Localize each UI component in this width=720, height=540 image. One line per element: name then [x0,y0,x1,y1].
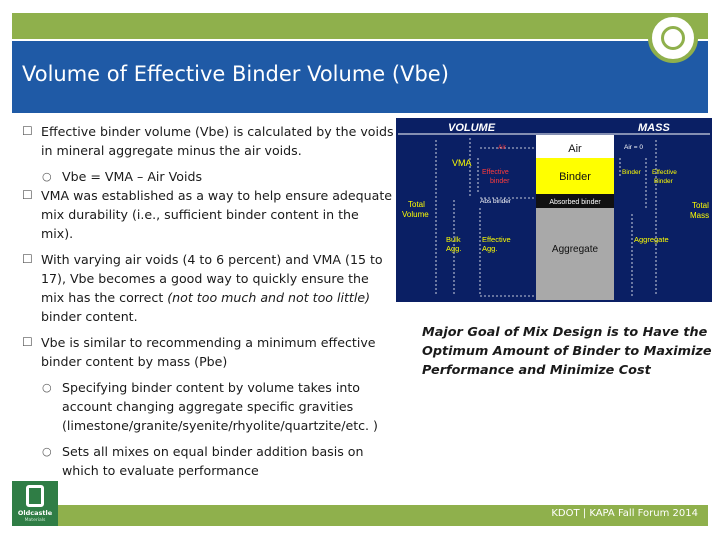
bullet-3-text-b: binder content. [41,309,138,324]
volume-mass-diagram [396,118,712,302]
bullet-ring-icon: ○ [42,381,52,394]
effective-binder-label-1: Effective [482,169,509,176]
sub-bullet-1-1-text: Vbe = VMA – Air Voids [62,169,203,184]
bullet-ring-icon: ○ [42,170,52,183]
air-small-label: Air [498,144,506,151]
bullet-box-icon: ☐ [22,252,33,266]
bullet-box-icon: ☐ [22,188,33,202]
bulk-agg-label-2: Agg. [446,244,462,253]
aggregate-block-label: Aggregate [551,244,599,255]
logo-sub: Materials [24,518,46,523]
bullet-list [22,122,394,480]
bullet-3-text-emphasis: (not too much and not too little) [167,290,371,305]
bullet-1-text: Effective binder volume (Vbe) is calculated by the voids in mineral aggregate minus the air voids. [41,124,394,158]
total-volume-label-1: Total [408,200,425,209]
bullet-1 [22,122,394,160]
sub-bullet-4-2-text: Sets all mixes on equal binder addition basis on which to evaluate performance [62,444,364,478]
total-mass-label-2: Mass [690,211,710,220]
bullet-ring-icon: ○ [42,445,52,458]
sub-bullet-4-1-text: Specifying binder content by volume takes into account changing aggregate specific gravities (limestone/granite/syenite/rhyolite/quartzite/etc. ) [62,380,378,433]
bullet-2 [22,186,394,243]
aggregate-right-label: Aggregate [634,235,669,244]
slide-title: Volume of Effective Binder Volume (Vbe) [22,62,449,86]
bullet-box-icon: ☐ [22,335,33,349]
sub-bullet-4-2 [22,442,394,480]
mix-design-goal: Major Goal of Mix Design is to Have the Optimum Amount of Binder to Maximize Performance and Minimize Cost [422,325,712,378]
sub-bullet-4-1 [22,378,394,435]
mass-header: MASS [638,122,670,134]
logo-name: Oldcastle [17,509,53,517]
air-zero-label: Air = 0 [624,144,643,151]
oldcastle-logo [12,481,58,526]
bullet-4 [22,333,394,371]
total-mass-label-1: Total [692,201,709,210]
oldcastle-mark-icon [26,485,44,507]
absorbed-binder-label: Absorbed binder [549,199,601,206]
volume-header: VOLUME [448,122,496,134]
effective-binder-label-2: binder [490,178,510,185]
air-block-label: Air [568,143,582,155]
bullet-2-text: VMA was established as a way to help ensure adequate mix durability (i.e., sufficient binder content in the mix). [41,188,393,241]
bulk-agg-label-1: Bulk [446,235,461,244]
abs-binder-label: Abs binder [480,198,512,205]
effective-agg-label-2: Agg. [482,244,498,253]
binder-right-label: Binder [622,169,641,176]
top-accent-bar [12,13,708,39]
effective-binder-right-label-2: Binder [654,178,673,185]
total-volume-label-2: Volume [402,210,429,219]
sub-bullet-1-1 [22,167,394,186]
binder-block-label: Binder [559,171,591,183]
bullet-3-text-a: With varying air voids (4 to 6 percent) and VMA (15 to 17), Vbe becomes a good way to quickly ensure the mix has the correct [41,252,383,305]
bullet-3 [22,250,394,326]
bullet-4-text: Vbe is similar to recommending a minimum effective binder content by mass (Pbe) [41,335,376,369]
circle-logo-icon [648,13,698,63]
bullet-box-icon: ☐ [22,124,33,138]
effective-binder-right-label-1: Effective [652,169,677,176]
effective-agg-label-1: Effective [482,235,511,244]
vma-label: VMA [452,158,472,168]
footer-text: KDOT | KAPA Fall Forum 2014 [551,508,698,519]
